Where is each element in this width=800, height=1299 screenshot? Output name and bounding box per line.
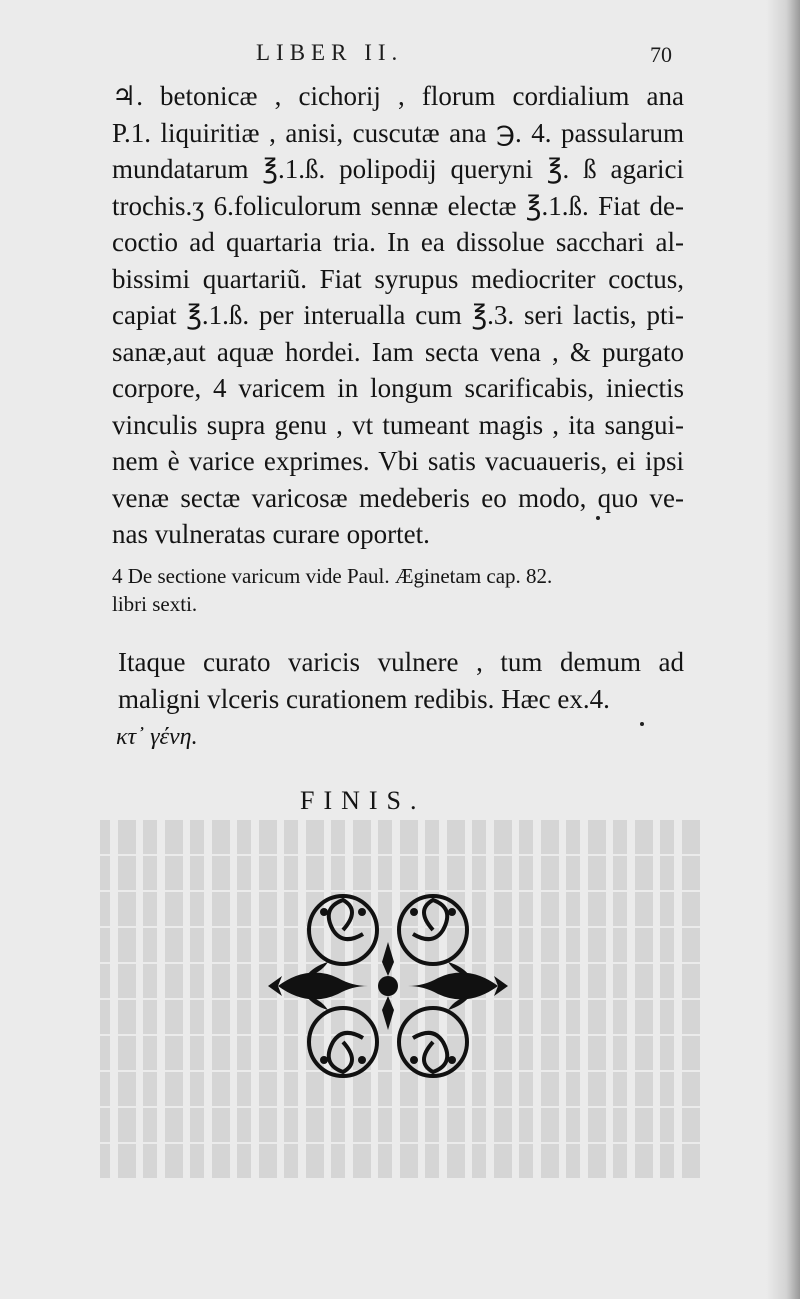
ink-fleck xyxy=(640,722,644,726)
text-line: maligni vlceris curationem redibis. Hæc ex.4. xyxy=(118,683,610,714)
note-line: libri sexti. xyxy=(112,592,198,616)
text-line: vinculis supra genu , vt tumeant magis , ita sangui- xyxy=(112,409,684,440)
page-number: 70 xyxy=(650,42,672,67)
text-line: sanæ,aut aquæ hordei. Iam secta vena , & purgato xyxy=(112,336,684,367)
running-title: LIBER II. xyxy=(256,40,404,65)
greek-reference: κτ᾽ γένη. xyxy=(116,724,198,750)
text-line: venæ sectæ varicosæ medeberis eo modo, quo ve- xyxy=(112,482,684,513)
text-line: nas vulneratas curare oportet. xyxy=(112,519,430,549)
note-line: 4 De sectione varicum vide Paul. Æginetam cap. 82. xyxy=(112,564,553,588)
paragraph-recipe xyxy=(112,78,684,553)
marginal-note xyxy=(112,562,684,618)
text-line: P.1. liquiritiæ , anisi, cuscutæ ana ℈. 4. passularum xyxy=(112,117,684,148)
page-edge-shadow xyxy=(766,0,800,1299)
text-line: corpore, 4 varicem in longum scarificabis, iniectis xyxy=(112,373,684,403)
text-line: trochis.ʒ 6.foliculorum sennæ electæ ℥.1.ß. Fiat de- xyxy=(112,190,684,221)
text-line: bissimi quartariũ. Fiat syrupus mediocriter coctus, xyxy=(112,263,684,294)
running-head xyxy=(0,40,800,80)
printers-ornament-icon xyxy=(268,882,508,1092)
text-line: coctio ad quartaria tria. In ea dissolue sacchari al- xyxy=(112,227,684,257)
finis-heading: FINIS. xyxy=(300,786,426,815)
text-line: ♃. betonicæ , cichorij , florum cordialium ana xyxy=(112,81,684,111)
text-line: capiat ℥.1.ß. per interualla cum ℥.3. seri lactis, pti- xyxy=(112,300,684,330)
ink-fleck xyxy=(596,516,600,520)
text-line: mundatarum ℥.1.ß. polipodij queryni ℥. ß agarici xyxy=(112,154,684,184)
text-line: nem è varice exprimes. Vbi satis vacuaueris, ei ipsi xyxy=(112,446,684,476)
paragraph-conclusion xyxy=(118,644,684,717)
text-line: Itaque curato varicis vulnere , tum demum ad xyxy=(118,647,684,677)
